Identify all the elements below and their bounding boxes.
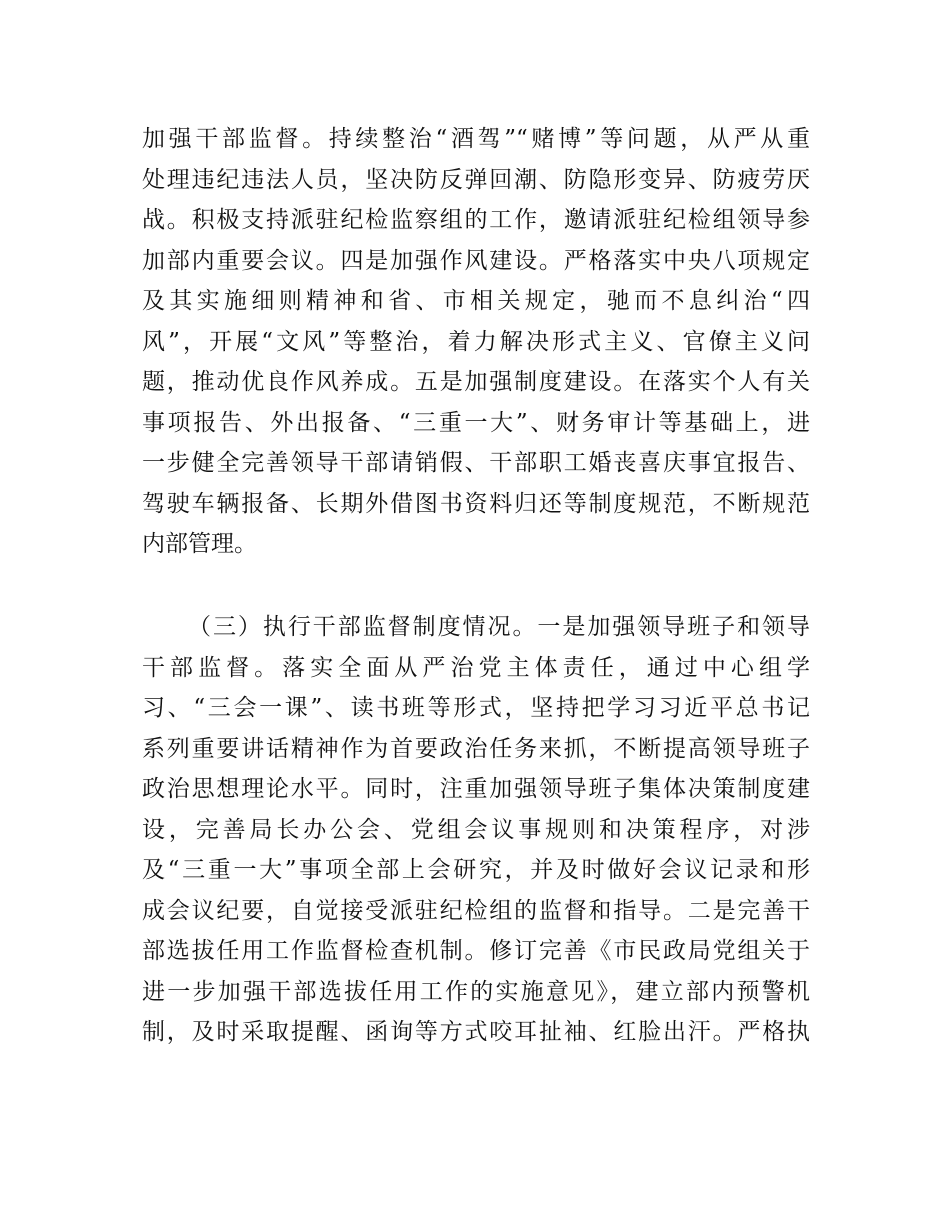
text-line: 战。积极支持派驻纪检监察组的工作，邀请派驻纪检组领导参 [142,207,810,233]
text-line: 一步健全完善领导干部请销假、干部职工婚丧喜庆事宜报告、 [142,450,810,476]
text-line: 风”，开展“文风”等整治，着力解决形式主义、官僚主义问 [142,328,810,355]
paragraph-1 [142,119,810,565]
text-line: 成会议纪要，自觉接受派驻纪检组的监督和指导。二是完善干 [142,897,810,924]
text-line: 内部管理。 [142,531,257,557]
text-line: 处理违纪违法人员，坚决防反弹回潮、防隐形变异、防疲劳厌 [142,166,810,193]
text-line: 习、“三会一课”、读书班等形式，坚持把学习习近平总书记 [142,695,810,721]
text-line: 制，及时采取提醒、函询等方式咬耳扯袖、红脸出汗。严格执 [142,1019,810,1045]
paragraph-2 [142,607,810,1053]
text-line: 驾驶车辆报备、长期外借图书资料归还等制度规范，不断规范 [142,490,810,517]
text-line: 事项报告、外出报备、“三重一大”、财务审计等基础上，进 [142,409,810,436]
text-line: 设，完善局长办公会、党组会议事规则和决策程序，对涉 [142,816,810,843]
section-heading-line: （三）执行干部监督制度情况。一是加强领导班子和领导 [188,614,810,640]
text-line: 进一步加强干部选拔任用工作的实施意见》，建立部内预警机 [142,978,810,1005]
text-line: 加部内重要会议。四是加强作风建设。严格落实中央八项规定 [142,247,810,274]
text-line: 系列重要讲话精神作为首要政治任务来抓，不断提高领导班子 [142,735,810,762]
text-line: 题，推动优良作风养成。五是加强制度建设。在落实个人有关 [142,369,810,395]
text-line: 政治思想理论水平。同时，注重加强领导班子集体决策制度建 [142,776,810,802]
text-line: 部选拔任用工作监督检查机制。修订完善《市民政局党组关于 [142,938,810,964]
text-line: 干部监督。落实全面从严治党主体责任，通过中心组学 [142,654,810,681]
text-line: 及其实施细则精神和省、市相关规定，驰而不息纠治“四 [142,288,810,314]
text-line: 及“三重一大”事项全部上会研究，并及时做好会议记录和形 [142,857,810,883]
text-line: 加强干部监督。持续整治“酒驾”“赌博”等问题，从严从重 [142,126,810,152]
